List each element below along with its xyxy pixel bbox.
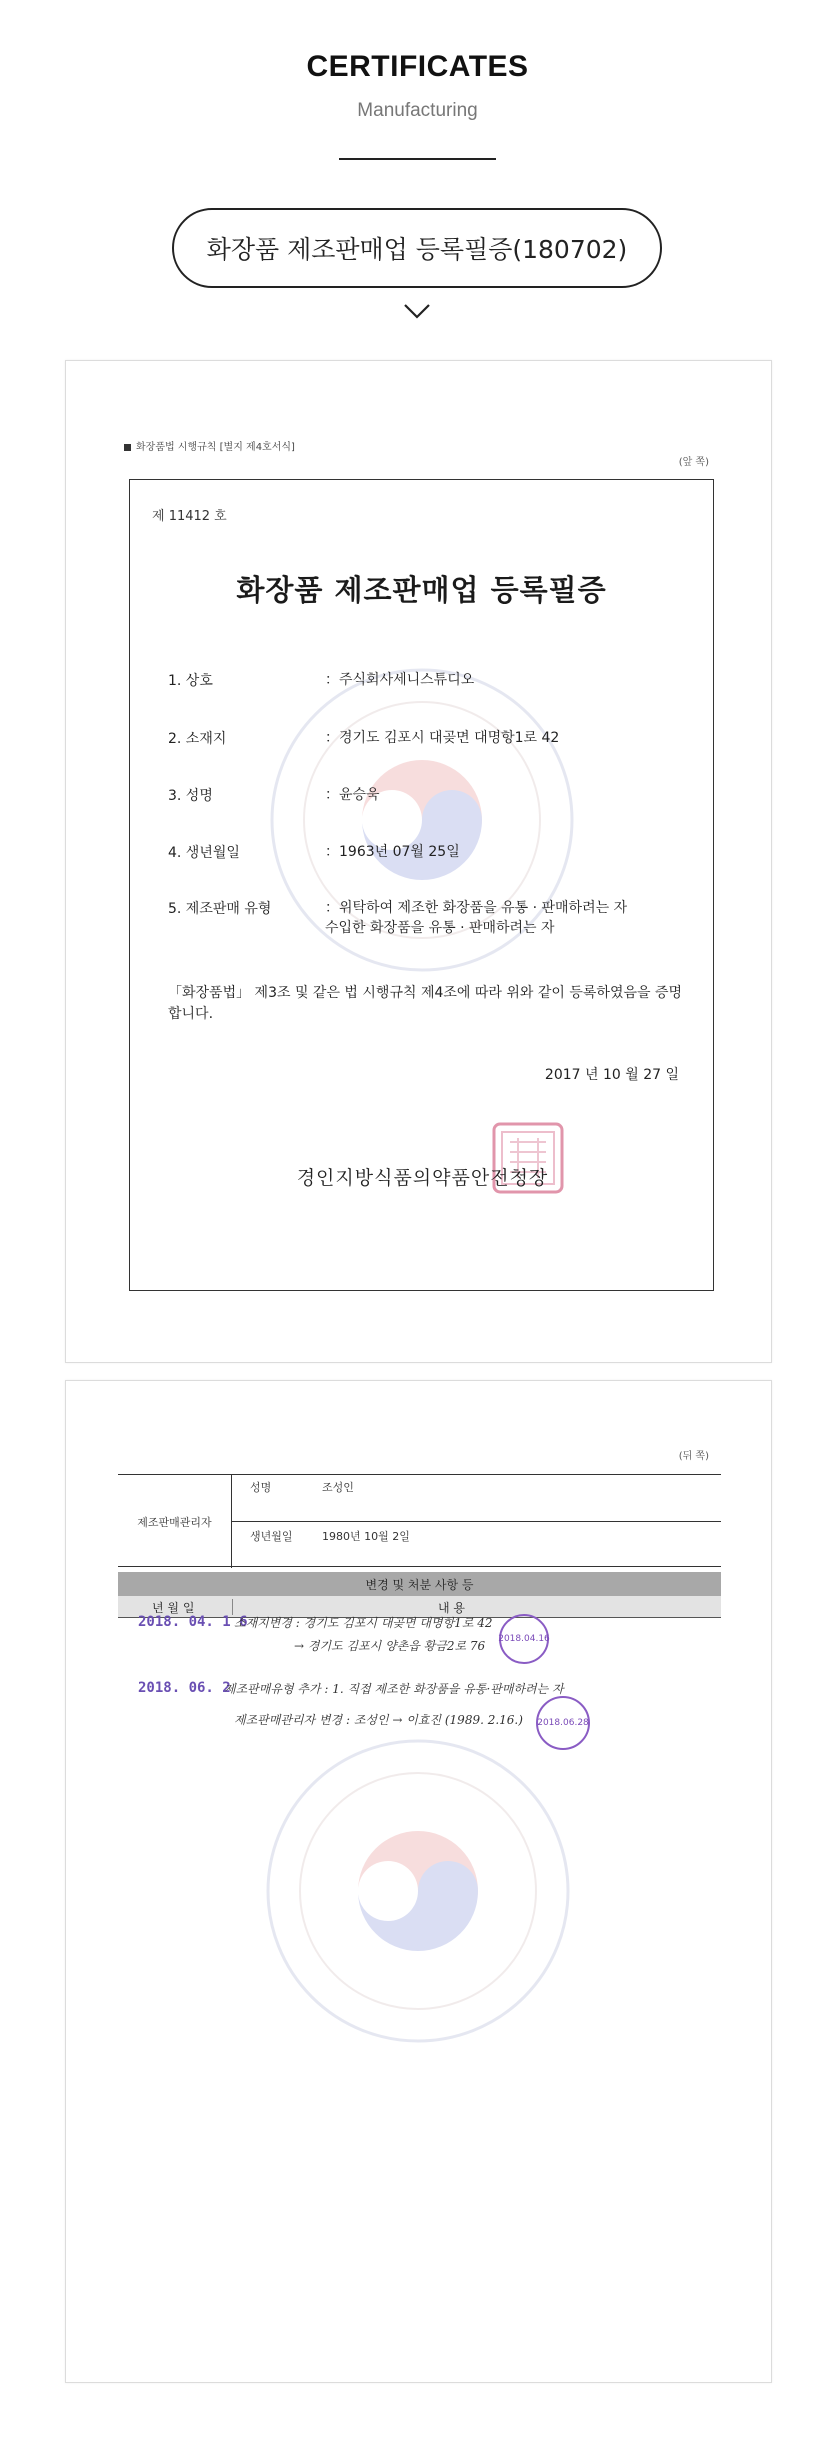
manager-birth-row	[232, 1521, 721, 1567]
entry-line: 소재지변경 : 경기도 김포시 대곶면 대명항1로 42	[234, 1616, 493, 1630]
stamp-text: 2018.06.28	[537, 1717, 589, 1728]
date-stamp	[536, 1696, 590, 1750]
manager-name: 조성인	[322, 1481, 354, 1494]
entry-line: 제조판매관리자 변경 : 조성인 → 이효진 (1989. 2.16.)	[234, 1713, 523, 1727]
field-value: ：위탁하여 제조한 화장품을 유통 · 판매하려는 자	[325, 900, 628, 916]
field-address	[168, 728, 560, 748]
field-value: 수입한 화장품을 유통 · 판매하려는 자	[325, 920, 555, 936]
field-label: 3. 성명	[168, 788, 213, 804]
entry-date: 2018. 06. 2	[138, 1680, 231, 1696]
page-title: CERTIFICATES	[306, 50, 529, 83]
field-value: ：경기도 김포시 대곶면 대명항1로 42	[325, 730, 560, 746]
manager-birth: 1980년 10월 2일	[322, 1530, 410, 1543]
entry-line: 제조판매유형 추가 : 1. 직접 제조한 화장품을 유통·판매하려는 자	[224, 1682, 564, 1696]
field-business-type	[168, 898, 628, 936]
certificate-back-page	[65, 1380, 772, 2383]
field-company	[168, 670, 475, 690]
page-subtitle: Manufacturing	[357, 100, 478, 121]
certificate-front-page	[65, 360, 772, 1363]
field-label: 2. 소재지	[168, 731, 227, 747]
field-birthdate	[168, 842, 460, 862]
title-divider	[339, 158, 496, 160]
field-label: 5. 제조판매 유형	[168, 901, 272, 917]
manager-name-row	[232, 1475, 721, 1521]
stamp-text: 2018.04.16	[498, 1633, 550, 1644]
entry-line: → 경기도 김포시 양촌읍 황금2로 76	[294, 1639, 486, 1653]
manager-name-label: 성명	[250, 1481, 272, 1494]
form-reference-text: 화장품법 시행규칙 [별지 제4호서식]	[136, 442, 295, 453]
certificate-body: 「화장품법」 제3조 및 같은 법 시행규칙 제4조에 따라 위와 같이 등록하였음을 증명합니다.	[168, 985, 683, 1022]
issue-date: 2017 년 10 월 27 일	[544, 1067, 679, 1083]
field-label: 4. 생년월일	[168, 845, 240, 861]
mfds-emblem-watermark-icon	[238, 1721, 598, 2061]
changes-header: 변경 및 처분 사항 등	[118, 1572, 721, 1596]
side-mark: (앞 쪽)	[678, 457, 709, 468]
certificate-frame	[129, 479, 714, 1291]
manager-table	[118, 1474, 721, 1567]
chevron-down-icon[interactable]	[402, 300, 432, 322]
field-value: ：주식회사세니스튜디오	[325, 672, 475, 688]
col-date: 년 월 일	[152, 1601, 195, 1615]
field-value: ：윤승욱	[325, 787, 380, 803]
field-name	[168, 785, 380, 805]
certificate-number: 제 11412 호	[152, 509, 227, 524]
manager-label: 제조판매관리자	[118, 1475, 232, 1568]
side-mark: (뒤 쪽)	[678, 1451, 709, 1462]
date-stamp	[499, 1614, 549, 1664]
field-value: ：1963년 07월 25일	[325, 844, 460, 860]
entry-date: 2018. 04. 1 6	[138, 1614, 248, 1630]
mfds-emblem-watermark-icon	[242, 650, 602, 990]
certificate-title: 화장품 제조판매업 등록필증	[236, 573, 607, 607]
field-label: 1. 상호	[168, 673, 213, 689]
col-content: 내 용	[438, 1601, 465, 1615]
issuer-name: 경인지방식품의약품안전청장	[296, 1167, 549, 1189]
manager-birth-label: 생년월일	[250, 1530, 293, 1543]
column-divider	[232, 1599, 233, 1615]
square-bullet-icon	[124, 444, 131, 451]
certificate-selector-button[interactable]: 화장품 제조판매업 등록필증(180702)	[172, 208, 662, 288]
form-reference	[124, 438, 295, 453]
